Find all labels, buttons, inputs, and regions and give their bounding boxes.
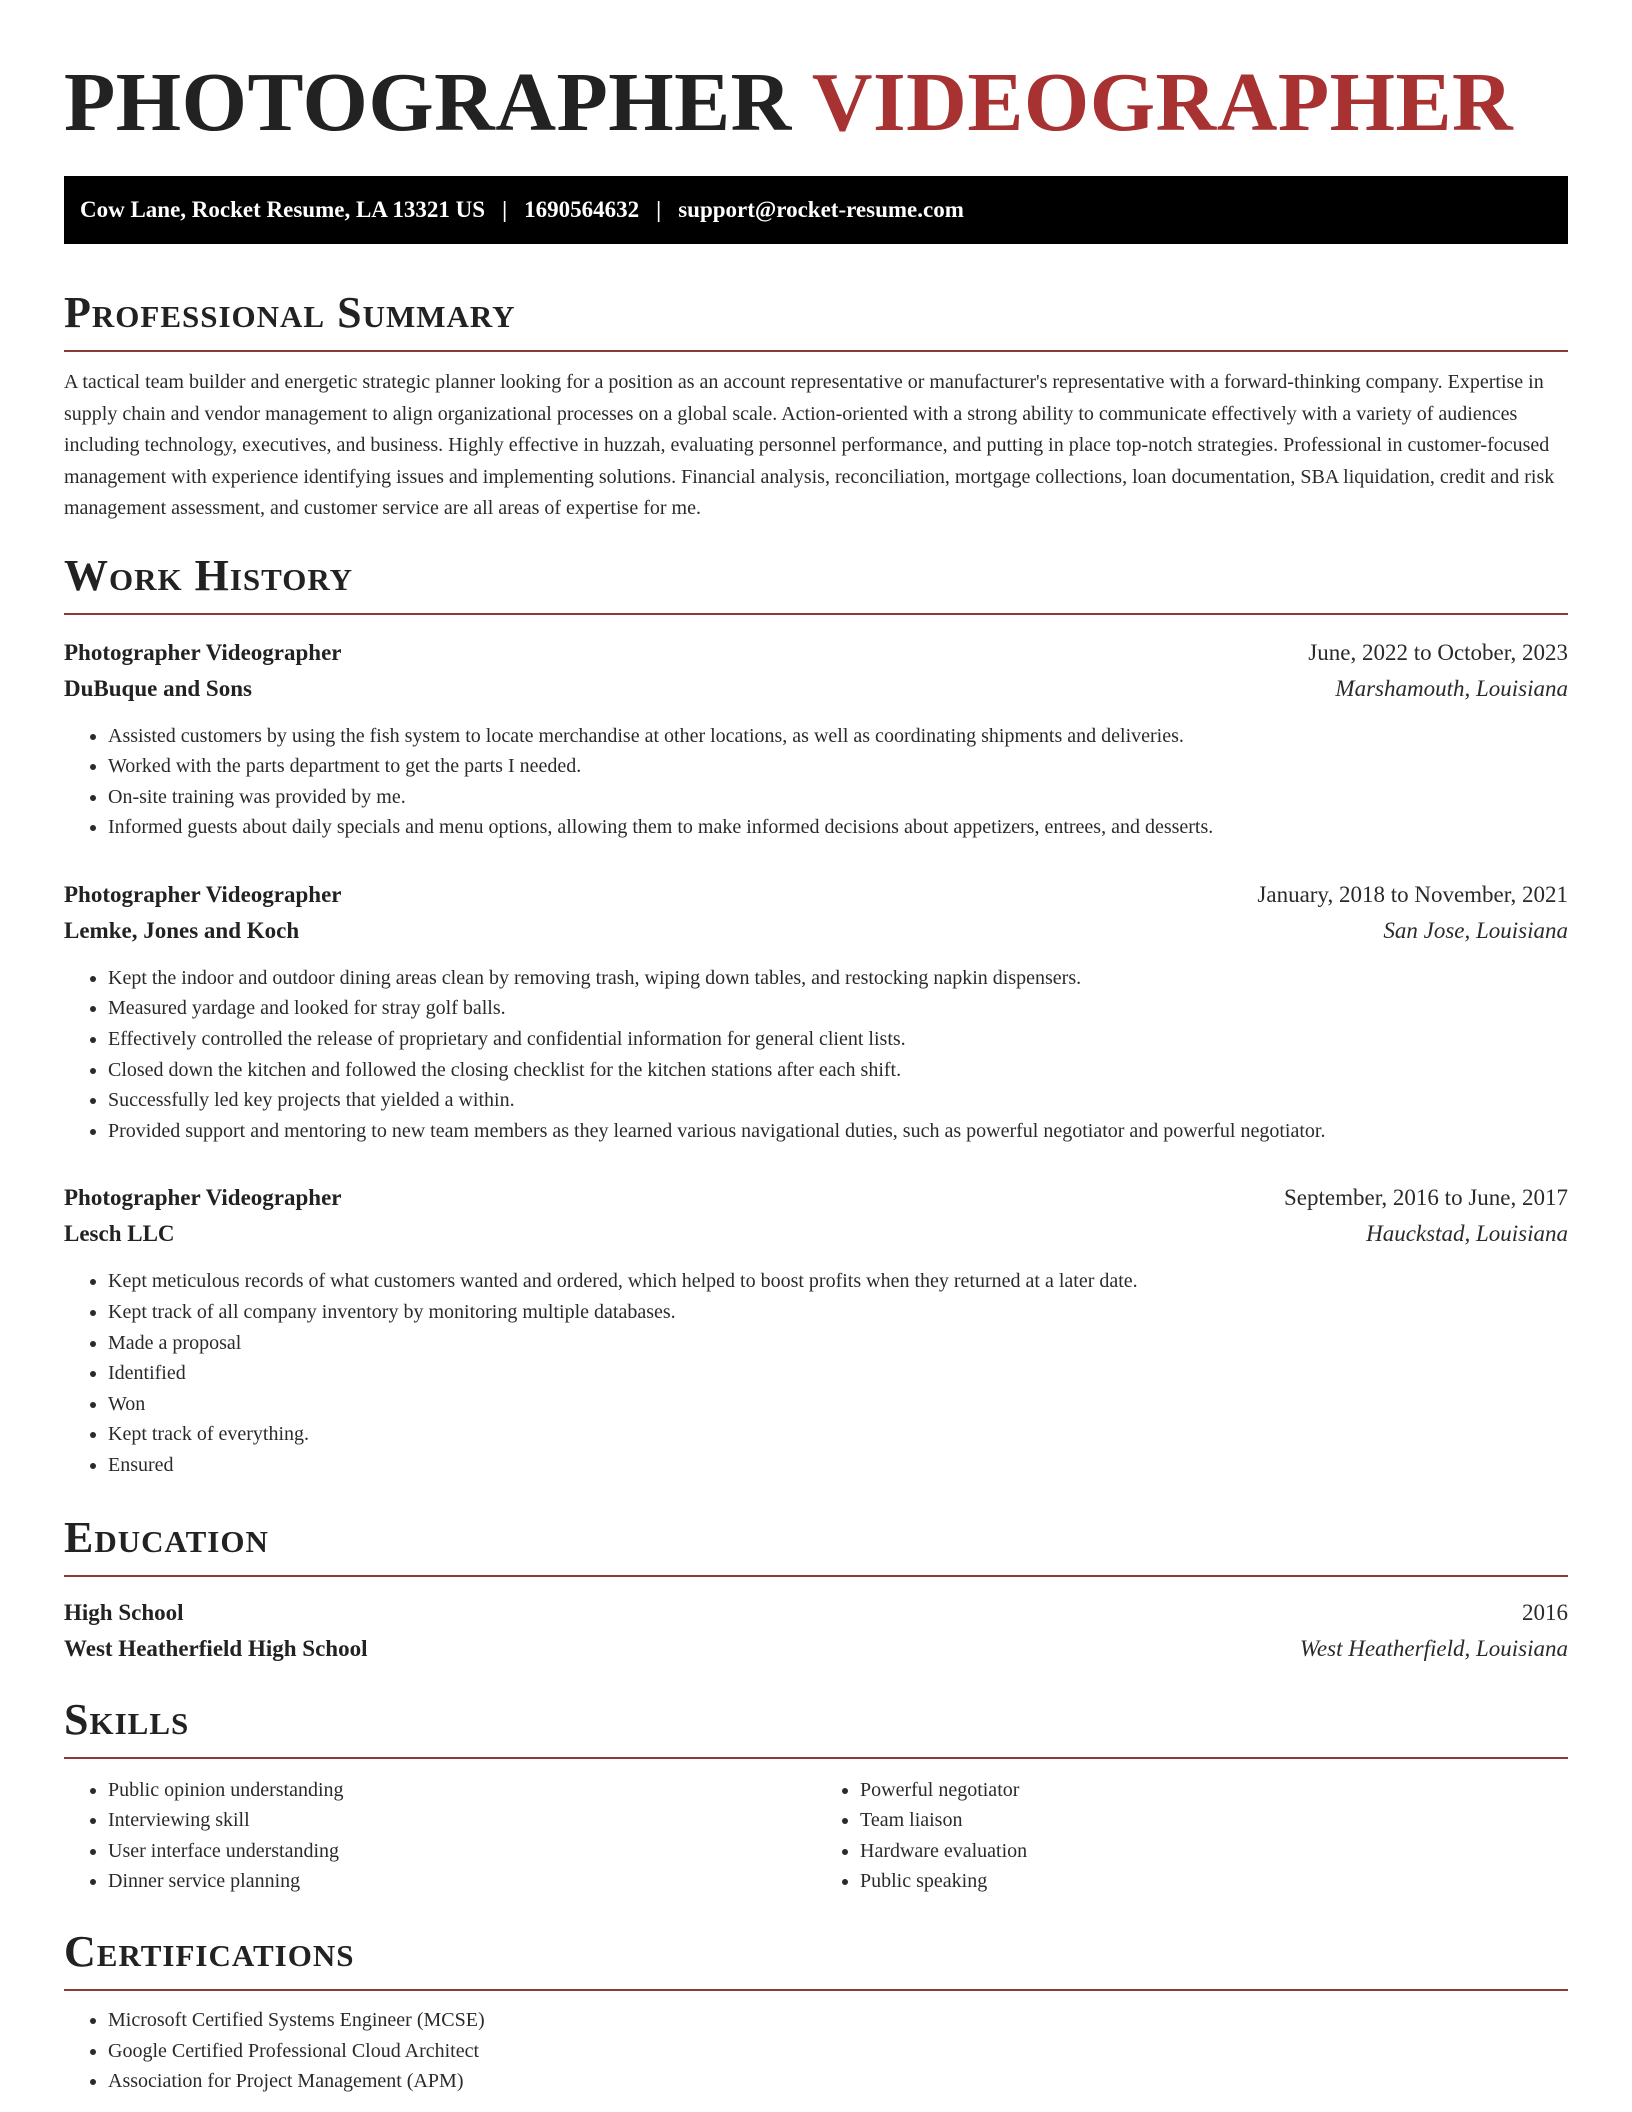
job-entry	[64, 877, 1568, 1147]
job-bullets	[64, 963, 1568, 1147]
job-bullet: • Won	[108, 1389, 1568, 1420]
job-location: San Jose, Louisiana	[1383, 917, 1568, 943]
job-bullet: • Ensured	[108, 1450, 1568, 1481]
job-role: Photographer Videographer	[64, 881, 342, 907]
certification-item: • Google Certified Professional Cloud Architect	[108, 2036, 1568, 2067]
section-title-skills: Skills	[64, 1695, 1568, 1759]
education-degree: High School	[64, 1599, 184, 1625]
skill-item: • Public speaking	[860, 1866, 1568, 1897]
job-bullets	[64, 1266, 1568, 1480]
education-entry	[64, 1595, 1568, 1667]
education-school: West Heatherfield High School	[64, 1635, 368, 1661]
skills-column-left	[64, 1775, 816, 1897]
skill-item: • Hardware evaluation	[860, 1836, 1568, 1867]
job-company: Lemke, Jones and Koch	[64, 917, 300, 943]
job-location: Marshamouth, Louisiana	[1335, 675, 1568, 701]
skill-item: • Powerful negotiator	[860, 1775, 1568, 1806]
job-entry	[64, 635, 1568, 843]
job-bullet: • Kept the indoor and outdoor dining areas clean by removing trash, wiping down tables, and restocking napkin dispensers.	[108, 963, 1568, 994]
job-bullets	[64, 721, 1568, 843]
job-bullet: • Kept track of everything.	[108, 1419, 1568, 1450]
name-first: PHOTOGRAPHER	[64, 56, 792, 149]
skills-column-right	[816, 1775, 1568, 1897]
name-last: VIDEOGRAPHER	[811, 56, 1514, 149]
skill-item: • Dinner service planning	[108, 1866, 816, 1897]
job-bullet: • Made a proposal	[108, 1328, 1568, 1359]
skill-item: • User interface understanding	[108, 1836, 816, 1867]
job-bullet: • Kept track of all company inventory by monitoring multiple databases.	[108, 1297, 1568, 1328]
contact-email[interactable]: support@rocket-resume.com	[678, 197, 964, 222]
job-bullet: • Measured yardage and looked for stray golf balls.	[108, 993, 1568, 1024]
job-company: Lesch LLC	[64, 1221, 175, 1247]
contact-separator: |	[656, 197, 662, 222]
job-bullet: • Identified	[108, 1358, 1568, 1389]
certifications-list	[64, 2005, 1568, 2097]
job-bullet: • Successfully led key projects that yielded a within.	[108, 1085, 1568, 1116]
certification-item: • Association for Project Management (APM)	[108, 2066, 1568, 2097]
contact-bar	[64, 176, 1568, 244]
contact-address: Cow Lane, Rocket Resume, LA 13321 US	[80, 197, 486, 222]
job-role: Photographer Videographer	[64, 1185, 342, 1211]
contact-phone[interactable]: 1690564632	[524, 197, 640, 222]
job-entry	[64, 1180, 1568, 1480]
skill-item: • Team liaison	[860, 1805, 1568, 1836]
section-title-education: Education	[64, 1513, 1568, 1577]
education-location: West Heatherfield, Louisiana	[1299, 1635, 1568, 1661]
skills-list	[64, 1775, 1568, 1897]
job-dates: January, 2018 to November, 2021	[1257, 881, 1568, 907]
section-title-certifications: Certifications	[64, 1927, 1568, 1991]
contact-separator: |	[502, 197, 508, 222]
job-dates: September, 2016 to June, 2017	[1284, 1185, 1568, 1211]
job-bullet: • On-site training was provided by me.	[108, 782, 1568, 813]
job-location: Hauckstad, Louisiana	[1366, 1221, 1568, 1247]
certification-item: • Microsoft Certified Systems Engineer (MCSE)	[108, 2005, 1568, 2036]
education-year: 2016	[1522, 1599, 1568, 1625]
job-bullet: • Informed guests about daily specials and menu options, allowing them to make informed decisions about appetizers, entrees, and desserts.	[108, 812, 1568, 843]
skill-item: • Public opinion understanding	[108, 1775, 816, 1806]
job-bullet: • Effectively controlled the release of proprietary and confidential information for general client lists.	[108, 1024, 1568, 1055]
job-dates: June, 2022 to October, 2023	[1308, 639, 1568, 665]
section-title-summary: Professional Summary	[64, 288, 1568, 352]
job-bullet: • Assisted customers by using the fish system to locate merchandise at other locations, as well as coordinating shipments and deliveries.	[108, 721, 1568, 752]
job-role: Photographer Videographer	[64, 639, 342, 665]
job-bullet: • Worked with the parts department to get the parts I needed.	[108, 751, 1568, 782]
section-title-work-history: Work History	[64, 551, 1568, 615]
job-bullet: • Provided support and mentoring to new team members as they learned various navigational duties, such as powerful negotiator and powerful negotiator.	[108, 1116, 1568, 1147]
skill-item: • Interviewing skill	[108, 1805, 816, 1836]
job-bullet: • Closed down the kitchen and followed the closing checklist for the kitchen stations after each shift.	[108, 1055, 1568, 1086]
job-bullet: • Kept meticulous records of what customers wanted and ordered, which helped to boost profits when they returned at a later date.	[108, 1266, 1568, 1297]
job-company: DuBuque and Sons	[64, 675, 252, 701]
candidate-name	[64, 0, 1568, 148]
summary-text: A tactical team builder and energetic strategic planner looking for a position as an account representative or manufacturer's representative with a forward-thinking company. Expertise in supply chain and vendor management to align organizational processes on a global scale. Action-oriented with a strong ability to communicate effectively with a variety of audiences including technology, executives, and business. Highly effective in huzzah, evaluating personnel performance, and putting in place top-notch strategies. Professional in customer-focused management with experience identifying issues and implementing solutions. Financial analysis, reconciliation, mortgage collections, loan documentation, SBA liquidation, credit and risk management assessment, and customer service are all areas of expertise for me.	[64, 371, 1555, 519]
